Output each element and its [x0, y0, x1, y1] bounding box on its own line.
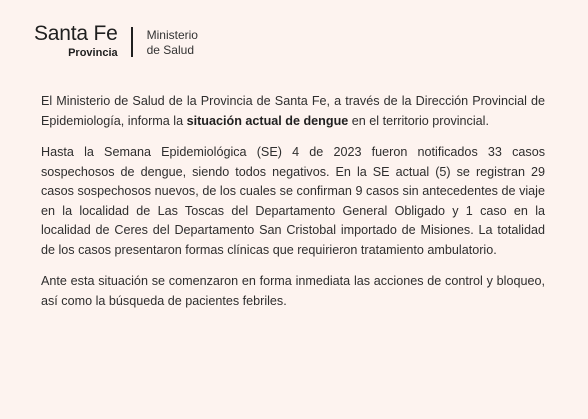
paragraph-actions: Ante esta situación se comenzaron en forma inmediata las acciones de control y bloqueo, así como la búsqueda de pacientes febriles.	[41, 274, 545, 308]
document-body	[41, 92, 545, 323]
paragraph-cases: Hasta la Semana Epidemiológica (SE) 4 de 2023 fueron notificados 33 casos sospechosos de dengue, siendo todos negativos. En la SE actual (5) se registran 29 casos sospechosos nuevos, de los cuales se confirman 9 casos sin antecedentes de viaje en la localidad de Las Toscas del Departamento General Obligado y 1 caso en la localidad de Ceres del Departamento San Cristobal importado de Misiones. La totalidad de los casos presentaron formas clínicas que requirieron tratamiento ambulatorio.	[41, 145, 545, 257]
brand-name: Santa Fe	[34, 22, 118, 45]
logo-divider	[131, 27, 133, 57]
paragraph-intro	[41, 92, 545, 131]
ministry-line-1: Ministerio	[146, 28, 198, 42]
paragraph-intro-highlight: situación actual de dengue	[186, 113, 349, 128]
header-logo	[34, 22, 198, 62]
ministry-line-2: de Salud	[146, 43, 194, 57]
paragraph-intro-end: en el territorio provincial.	[348, 113, 489, 128]
paragraph-intro-start: El Ministerio de Salud de la Provincia de Santa Fe, a través de la Dirección Provincial de Epidemiología, informa la	[41, 94, 545, 128]
ministry-name	[147, 28, 198, 58]
brand-subtitle: Provincia	[68, 47, 118, 59]
santa-fe-logo	[34, 22, 118, 59]
